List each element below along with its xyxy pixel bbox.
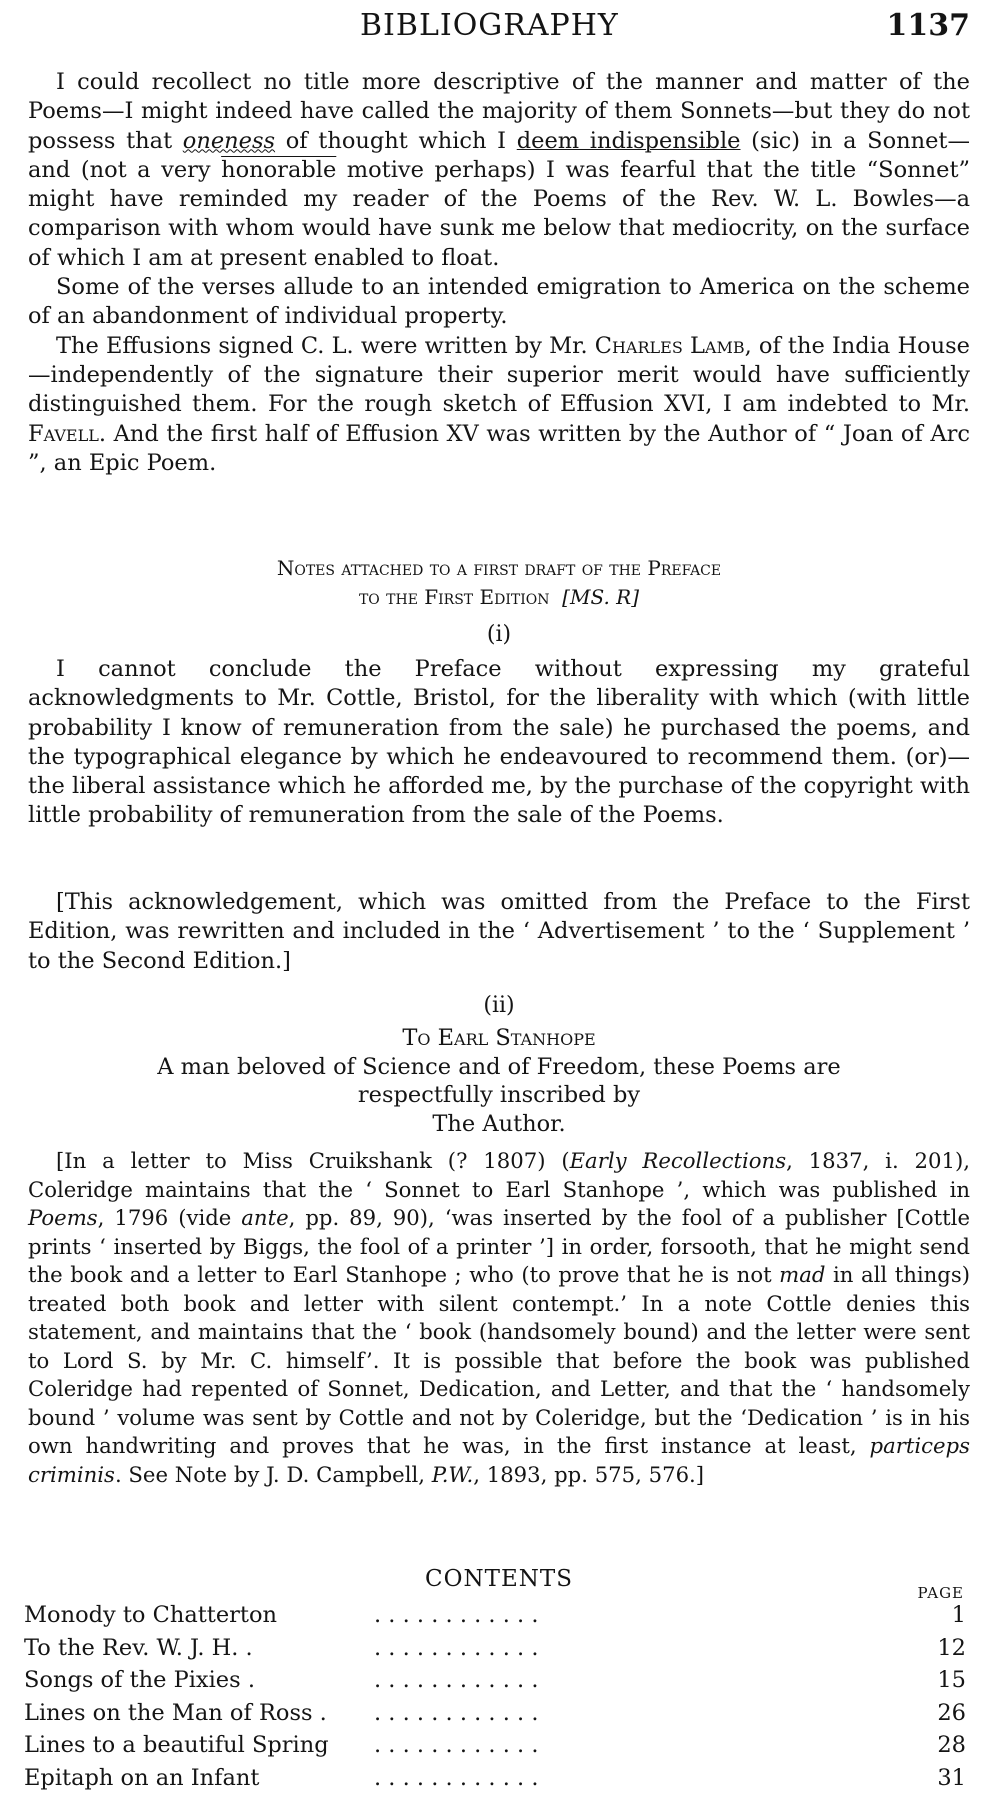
dedication-line-1: A man beloved of Science and of Freedom, these Poems are [157,1053,841,1080]
running-header [0,8,1000,48]
name-favell: Favell [28,420,99,447]
dedication-line-3: The Author. [432,1110,566,1137]
note-i-bracket-text: [This acknowledgement, which was omitted from the Preface to the First Edition, was rewritten and included in the ‘ Advertisement ’ to the ‘ Supplement ’ to the Second Edition.] [28,889,970,974]
underlined-phrase: deem indispensible [516,127,741,154]
notes-heading-line-2 [28,583,970,612]
paragraph-effusions [28,332,970,478]
emphasis-oneness: oneness [182,127,276,154]
toc-entry-page: 31 [937,1764,966,1791]
toc-leader: . . . . . . . . . . . . [374,1634,539,1661]
paragraph-emigration: Some of the verses allude to an intended emigration to America on the scheme of an abandonment of individual property. [28,274,970,330]
toc-leader: . . . . . . . . . . . . [374,1732,539,1758]
toc-entry-page: 15 [937,1667,966,1693]
text-run: of thought which I [275,127,517,154]
note-i-text: I cannot conclude the Preface without expressing my grateful acknowledgments to Mr. Cottle, Bristol, for the liberality with which (with little probability I know of remuneration from the sale) he purchased the poems, and the typographical elegance by which he endeavoured to recommend them. (or)—the liberal assistance which he afforded me, by the purchase of the copyright with little probability of remuneration from the sale of the Poems. [28,656,970,829]
italic-early-recollections: Early Recollections [569,1148,787,1173]
note-i-bracket [28,888,970,976]
toc-entry-title: Monody to Chatterton [24,1599,283,1632]
toc-entry [24,1697,966,1730]
notes-heading [28,554,970,612]
toc-leader: . . . . . . . . . . . . [374,1764,539,1791]
italic-mad: mad [779,1262,826,1287]
contents-page-label: PAGE [917,1584,964,1602]
toc-entry-page: 1 [951,1602,966,1628]
italic-poems: Poems [28,1205,98,1230]
toc-leader: . . . . . . . . . . . . [374,1667,539,1693]
note-number-ii: (ii) [483,993,515,1018]
toc-entry [24,1632,966,1665]
toc-entry-title: To the Rev. W. J. H. . [24,1632,259,1665]
note-number-i: (i) [486,622,512,647]
toc-entry-title: Songs of the Pixies . [24,1664,261,1697]
note-ii-bracket [28,1147,970,1489]
toc-leader: . . . . . . . . . . . . [374,1699,539,1726]
preface-excerpt [28,68,970,478]
manuscript-ref: [MS. R] [562,585,640,609]
text-run: motive perhaps) I was fearful that the title “Sonnet” might have reminded my reader of the Poems of the Rev. W. L. Bowles—a comparison with whom would have sunk me below that mediocrity, on the surface of which I am at present enabled to float. [28,156,970,271]
toc-entry-title: Epitaph on an Infant [24,1762,265,1795]
italic-ante: ante [241,1205,289,1230]
paragraph-title-choice [28,68,970,273]
toc-entry [24,1729,966,1762]
toc-entry-page: 26 [937,1699,966,1726]
text-run: , pp. 89, 90), ‘was inserted by the fool of a publisher [Cottle prints ‘ inserted by Biggs, the fool of a printer ’] in order, forsooth, that he might send the book and a letter to Earl Stanhope ; who (to prove that he is not [28,1205,970,1287]
dedication [28,1024,970,1138]
contents-title: CONTENTS [425,1566,573,1592]
note-i [28,655,970,831]
dedication-title: To Earl Stanhope [402,1025,596,1051]
text-run: (sic) in a Sonnet—and (not a very [28,127,970,183]
toc-entry-title: Lines to a beautiful Spring [24,1729,335,1762]
running-title: BIBLIOGRAPHY [360,8,619,43]
text-run: , 1837, i. 201), Coleridge maintains that the ‘ Sonnet to Earl Stanhope ’, which was published in [28,1148,970,1202]
text-run: to the First Edition [358,585,550,609]
note-ii-bracket-text [28,1147,970,1489]
toc-entry [24,1599,966,1632]
overlined-word: honorable [221,156,337,183]
toc-leader: . . . . . . . . . . . . [374,1602,539,1628]
toc-entry-page: 28 [937,1732,966,1758]
dedication-line-2: respectfully inscribed by [357,1082,641,1108]
text-run: . And the first half of Effusion XV was written by the Author of “ Joan of Arc ”, an Epic Poem. [28,420,970,476]
toc-entry [24,1664,966,1697]
italic-pw: P.W. [431,1461,474,1487]
page-number: 1137 [886,8,970,43]
text-run: [In a letter to Miss Cruikshank (? 1807) ( [56,1148,570,1173]
table-of-contents [24,1599,966,1794]
italic-particeps-criminis: particeps criminis [28,1433,970,1487]
toc-entry [24,1762,966,1795]
text-run: . See Note by J. D. Campbell, [114,1461,432,1487]
text-run: , of the India House—independently of the signature their superior merit would have sufficiently distinguished them. For the rough sketch of Effusion XVI, I am indebted to Mr. [28,332,970,418]
notes-heading-line-1: Notes attached to a first draft of the Preface [276,556,722,580]
text-run: , 1893, pp. 575, 576.] [473,1461,705,1487]
text-run: , 1796 (vide [97,1205,242,1230]
toc-entry-page: 12 [937,1634,966,1661]
toc-entry-title: Lines on the Man of Ross . [24,1697,333,1730]
name-charles-lamb: Charles Lamb [594,332,745,359]
text-run: The Effusions signed C. L. were written by Mr. [56,332,595,359]
text-run: I could recollect no title more descriptive of the manner and matter of the Poems—I might indeed have called the majority of them Sonnets—but they do not possess that [28,69,970,154]
text-run: in all things) treated both book and letter with silent contempt.’ In a note Cottle denies this statement, and maintains that the ‘ book (handsomely bound) and the letter were sent to Lord S. by Mr. C. himself’. It is possible that before the book was published Coleridge had repented of Sonnet, Dedication, and Letter, and that the ‘ handsomely bound ’ volume was sent by Cottle and not by Coleridge, but the ‘Dedication ’ is in his own handwriting and proves that he was, in the first instance at least, [28,1262,970,1458]
